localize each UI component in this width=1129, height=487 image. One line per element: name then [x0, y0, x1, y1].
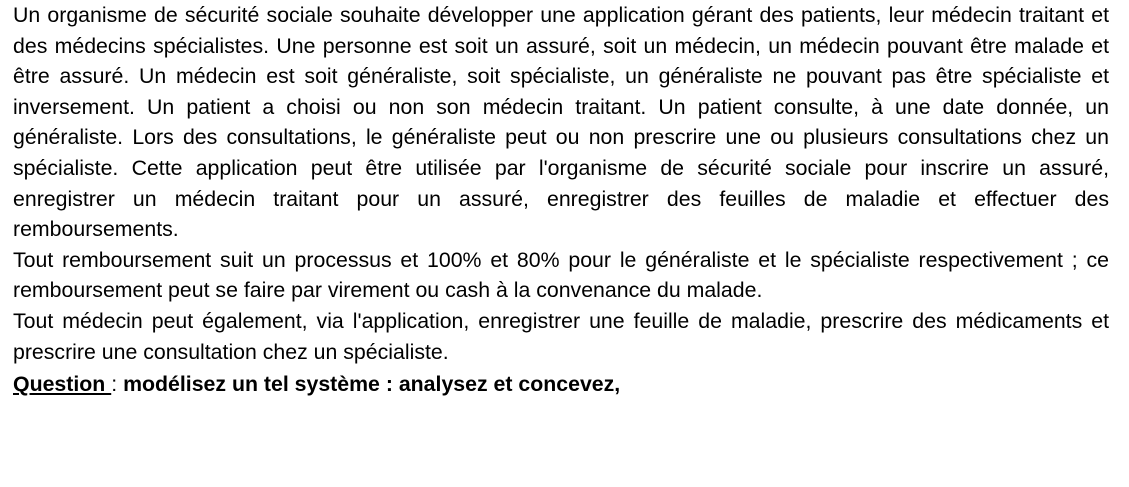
question-text: modélisez un tel système : analysez et concevez,: [123, 372, 621, 397]
question-separator: :: [111, 372, 124, 397]
document-page: [13, 0, 1109, 487]
paragraph-reimbursement: Tout remboursement suit un processus et 100% et 80% pour le généraliste et le spécialiste respectivement ; ce remboursement peut se faire par virement ou cash à la convenance du malade.: [13, 247, 1109, 303]
paragraph-context: Un organisme de sécurité sociale souhaite développer une application gérant des patients, leur médecin traitant et des médecins spécialistes. Une personne est soit un assuré, soit un médecin, un médecin pouvant être malade et être assuré. Un médecin est soit généraliste, soit spécialiste, un généraliste ne pouvant pas être spécialiste et inversement. Un patient a choisi ou non son médecin traitant. Un patient consulte, à une date donnée, un généraliste. Lors des consultations, le généraliste peut ou non prescrire une ou plusieurs consultations chez un spécialiste. Cette application peut être utilisée par l'organisme de sécurité sociale pour inscrire un assuré, enregistrer un médecin traitant pour un assuré, enregistrer des feuilles de maladie et effectuer des remboursements.: [13, 3, 1109, 242]
question-label: Question: [13, 372, 112, 397]
section-heading-cropped: [13, 0, 65, 4]
question-line: [13, 369, 1109, 400]
paragraph-doctor-actions: Tout médecin peut également, via l'application, enregistrer une feuille de maladie, prescrire des médicaments et prescrire une consultation chez un spécialiste.: [13, 308, 1109, 364]
